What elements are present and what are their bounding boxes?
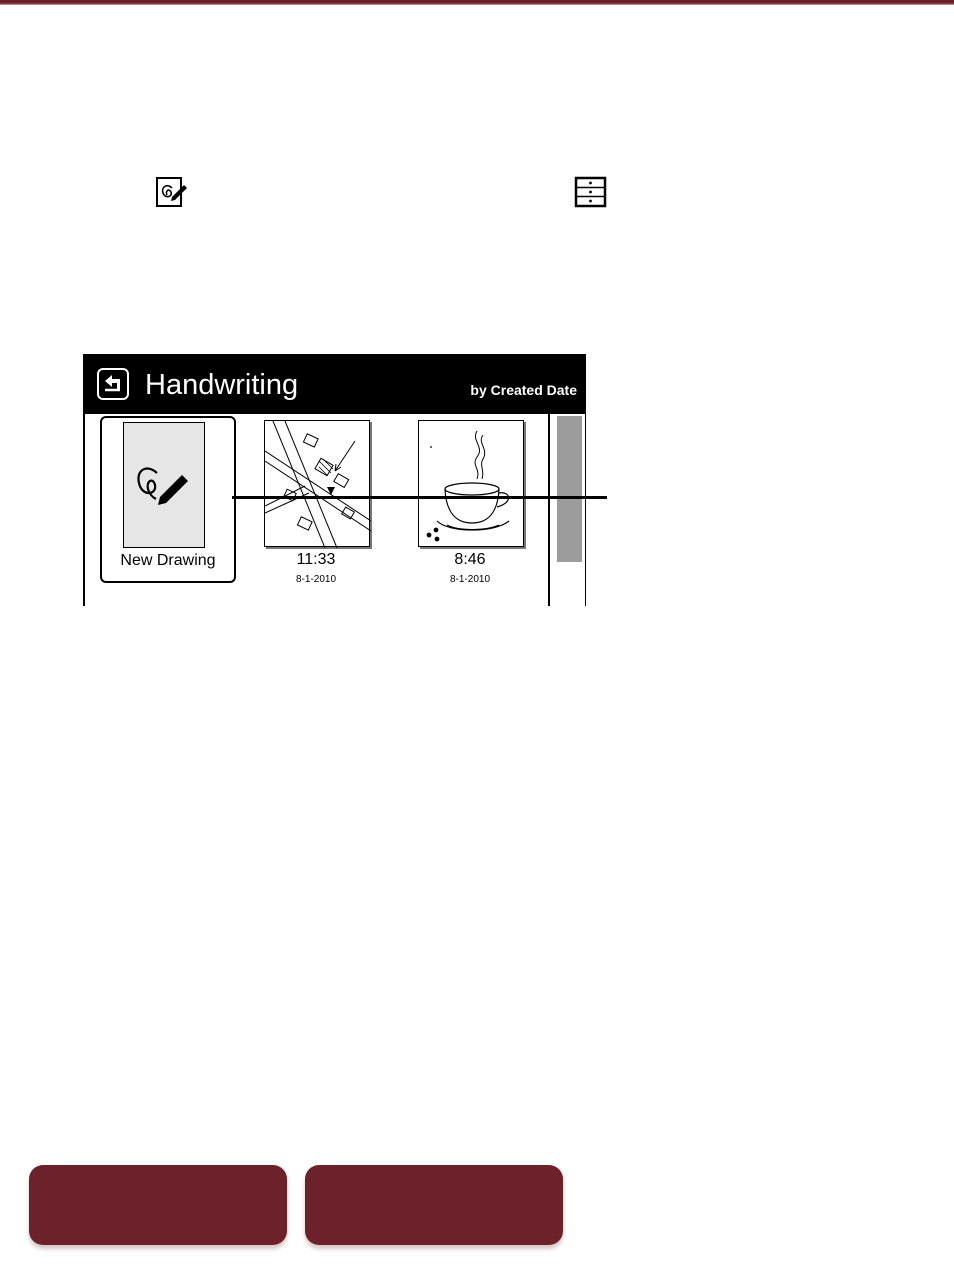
title-bar (85, 356, 585, 414)
callout-line (232, 496, 607, 499)
new-drawing-item[interactable] (100, 416, 236, 583)
coffee-sketch-thumbnail (418, 420, 524, 547)
drawing-item[interactable] (261, 420, 371, 590)
back-arrow-icon (99, 370, 127, 398)
sort-label[interactable]: by Created Date (470, 382, 577, 398)
scrollbar[interactable] (548, 414, 586, 606)
new-drawing-label: New Drawing (120, 552, 216, 569)
top-rule (0, 0, 954, 5)
handwriting-pen-icon (155, 175, 189, 209)
nav-button-right[interactable] (305, 1165, 563, 1245)
list-view-icon (574, 176, 607, 208)
map-sketch-thumbnail (264, 420, 370, 547)
new-drawing-thumbnail (123, 422, 205, 548)
back-button[interactable] (97, 368, 129, 400)
drawing-date: 8-1-2010 (449, 574, 491, 585)
page-title: Handwriting (145, 369, 299, 401)
nav-button-left[interactable] (29, 1165, 287, 1245)
drawing-time: 8:46 (454, 551, 486, 568)
drawing-date: 8-1-2010 (295, 574, 337, 585)
pen-scribble-icon (124, 423, 206, 549)
drawing-time: 11:33 (296, 551, 336, 568)
scrollbar-thumb[interactable] (557, 416, 582, 562)
handwriting-screen (83, 354, 586, 606)
drawing-item[interactable] (415, 420, 525, 590)
